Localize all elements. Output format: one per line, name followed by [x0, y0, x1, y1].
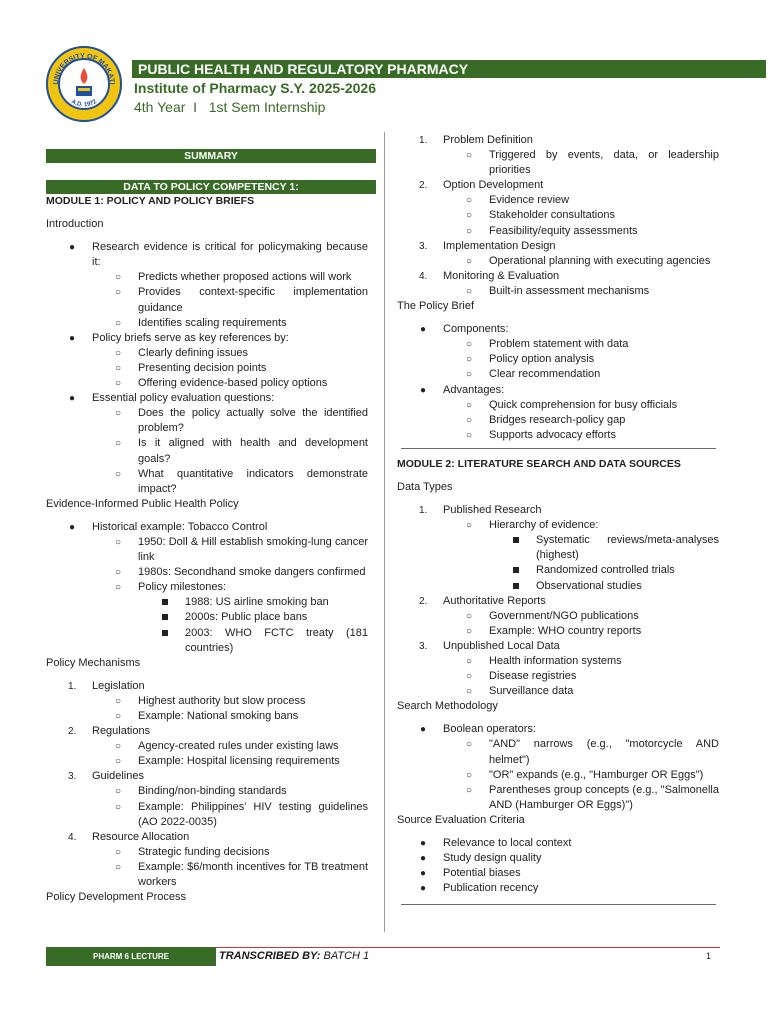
- list-item: 2. Authoritative Reports: [419, 594, 546, 607]
- list-item: ● Study design quality: [420, 852, 542, 865]
- criteria-heading: Source Evaluation Criteria: [397, 813, 525, 826]
- list-item: ○ Hierarchy of evidence:: [466, 519, 599, 532]
- list-item: ○ What quantitative indicators demonstrate impact?: [115, 467, 368, 495]
- list-item: ○ Parentheses group concepts (e.g., "Salmonella AND (Hamburger OR Eggs)"): [466, 783, 719, 811]
- list-item: Randomized controlled trials: [397, 563, 719, 578]
- list-item: ○ Problem statement with data: [466, 338, 629, 351]
- footer-divider: [216, 947, 720, 948]
- list-item: ● Research evidence is critical for policymaking because it:: [69, 241, 368, 269]
- list-item: ○ 1950: Doll & Hill establish smoking-lung cancer link: [115, 535, 368, 564]
- eiph-heading: Evidence-Informed Public Health Policy: [46, 497, 239, 510]
- list-item: 3. Implementation Design: [419, 239, 556, 252]
- list-item: 2. Regulations: [68, 725, 151, 738]
- list-item: ○ Surveillance data: [466, 685, 574, 698]
- svg-text:A.D. 1972: A.D. 1972: [70, 98, 98, 109]
- summary-bar: SUMMARY: [46, 149, 376, 163]
- list-item: ○ Built-in assessment mechanisms: [466, 284, 650, 297]
- footer-transcribed: [219, 950, 369, 962]
- pdp-heading: Policy Development Process: [46, 891, 187, 904]
- svg-text:UNIVERSITY OF MAKATI: UNIVERSITY OF MAKATI: [52, 52, 116, 85]
- list-item: ● Potential biases: [420, 867, 521, 880]
- list-item: ● Policy briefs serve as key references by:: [69, 331, 289, 344]
- list-item: ○ Policy milestones:: [115, 581, 227, 594]
- list-item: ○ Feasibility/equity assessments: [466, 224, 638, 237]
- footer-transcribed-value: BATCH 1: [320, 950, 370, 962]
- list-item: ○ Binding/non-binding standards: [115, 785, 287, 798]
- list-item: 1. Problem Definition: [419, 134, 533, 146]
- list-item: 2003: WHO FCTC treaty (181 countries): [46, 626, 368, 656]
- list-item: ● Relevance to local context: [420, 837, 572, 850]
- module1-heading: MODULE 1: POLICY AND POLICY BRIEFS: [46, 195, 255, 207]
- list-item: ○ Supports advocacy efforts: [466, 428, 616, 441]
- list-item: ○ Example: Philippines' HIV testing guidelines (AO 2022-0035): [115, 800, 368, 828]
- competency-bar: DATA TO POLICY COMPETENCY 1:: [46, 180, 376, 194]
- list-item: ○ Offering evidence-based policy options: [115, 377, 328, 390]
- list-item: ○ Stakeholder consultations: [466, 209, 615, 222]
- list-item: ○ Policy option analysis: [466, 353, 595, 366]
- list-item: ○ Health information systems: [466, 655, 622, 667]
- list-item: 3. Guidelines: [68, 770, 144, 783]
- list-item: ○ Example: National smoking bans: [115, 710, 299, 722]
- header-year: 4th Year I 1st Sem Internship: [134, 99, 326, 115]
- list-item: ● Components:: [420, 323, 509, 336]
- policy-brief-heading: The Policy Brief: [397, 300, 475, 313]
- list-item: ● Essential policy evaluation questions:: [69, 392, 275, 405]
- introduction-heading: Introduction: [46, 218, 104, 231]
- footer-course-label: PHARM 6 LECTURE: [46, 947, 216, 966]
- list-item: ○ Provides context-specific implementation guidance: [115, 286, 368, 314]
- list-item: 3. Unpublished Local Data: [419, 639, 560, 652]
- list-item: ○ "OR" expands (e.g., "Hamburger OR Eggs"): [466, 768, 704, 781]
- column-divider: [384, 132, 385, 932]
- data-types-heading: Data Types: [397, 480, 453, 493]
- list-item: ○ Strategic funding decisions: [115, 845, 270, 858]
- list-item: 1. Legislation: [68, 679, 145, 692]
- list-item: ○ Clear recommendation: [466, 368, 601, 381]
- list-item: ○ 1980s: Secondhand smoke dangers confirmed: [115, 566, 366, 579]
- list-item: ○ Agency-created rules under existing laws: [115, 740, 339, 753]
- list-item: ○ Example: WHO country reports: [466, 624, 642, 637]
- list-item: ○ Identifies scaling requirements: [115, 316, 287, 329]
- list-item: ○ Does the policy actually solve the identified problem?: [115, 407, 368, 435]
- list-item: ○ Example: $6/month incentives for TB treatment workers: [115, 860, 368, 889]
- list-item: ○ Is it aligned with health and development goals?: [115, 437, 368, 465]
- list-item: ○ Disease registries: [466, 670, 577, 683]
- mechanisms-heading: Policy Mechanisms: [46, 656, 141, 669]
- list-item: 2. Option Development: [419, 179, 544, 192]
- list-item: ○ Clearly defining issues: [115, 346, 249, 359]
- list-item: ○ Presenting decision points: [115, 361, 267, 374]
- header-institute: Institute of Pharmacy S.Y. 2025-2026: [134, 80, 376, 96]
- list-item: 1988: US airline smoking ban: [46, 595, 368, 610]
- list-item: ● Publication recency: [420, 882, 539, 895]
- list-item: ○ Highest authority but slow process: [115, 694, 306, 707]
- right-column: [397, 133, 719, 905]
- page-number: 1: [706, 951, 712, 961]
- list-item: 1. Published Research: [419, 504, 542, 517]
- list-item: Observational studies: [397, 579, 719, 594]
- list-item: ○ Example: Hospital licensing requirements: [115, 755, 340, 768]
- list-item: ○ Triggered by events, data, or leadership priorities: [466, 149, 719, 177]
- list-item: 4. Monitoring & Evaluation: [419, 269, 560, 282]
- list-item: ● Boolean operators:: [420, 723, 536, 736]
- header-title: PUBLIC HEALTH AND REGULATORY PHARMACY: [132, 60, 766, 78]
- module2-heading: MODULE 2: LITERATURE SEARCH AND DATA SOURCES: [397, 457, 681, 470]
- list-item: ○ "AND" narrows (e.g., "motorcycle AND helmet"): [466, 738, 719, 766]
- list-item: ○ Operational planning with executing agencies: [466, 254, 711, 267]
- section-divider: [401, 904, 716, 905]
- list-item: ○ Government/NGO publications: [466, 609, 639, 622]
- footer-transcribed-label: TRANSCRIBED BY:: [219, 950, 321, 962]
- list-item: ○ Bridges research-policy gap: [466, 413, 626, 426]
- list-item: ● Advantages:: [420, 383, 505, 396]
- list-item: 2000s: Public place bans: [46, 610, 368, 625]
- list-item: ○ Evidence review: [466, 194, 570, 207]
- list-item: ○ Predicts whether proposed actions will work: [115, 271, 352, 284]
- left-column: [46, 149, 368, 905]
- university-seal-icon: [46, 46, 122, 122]
- search-methodology-heading: Search Methodology: [397, 700, 498, 713]
- list-item: 4. Resource Allocation: [68, 830, 190, 843]
- list-item: Systematic reviews/meta-analyses (highest): [397, 533, 719, 563]
- list-item: ● Historical example: Tobacco Control: [69, 520, 268, 533]
- list-item: ○ Quick comprehension for busy officials: [466, 398, 678, 411]
